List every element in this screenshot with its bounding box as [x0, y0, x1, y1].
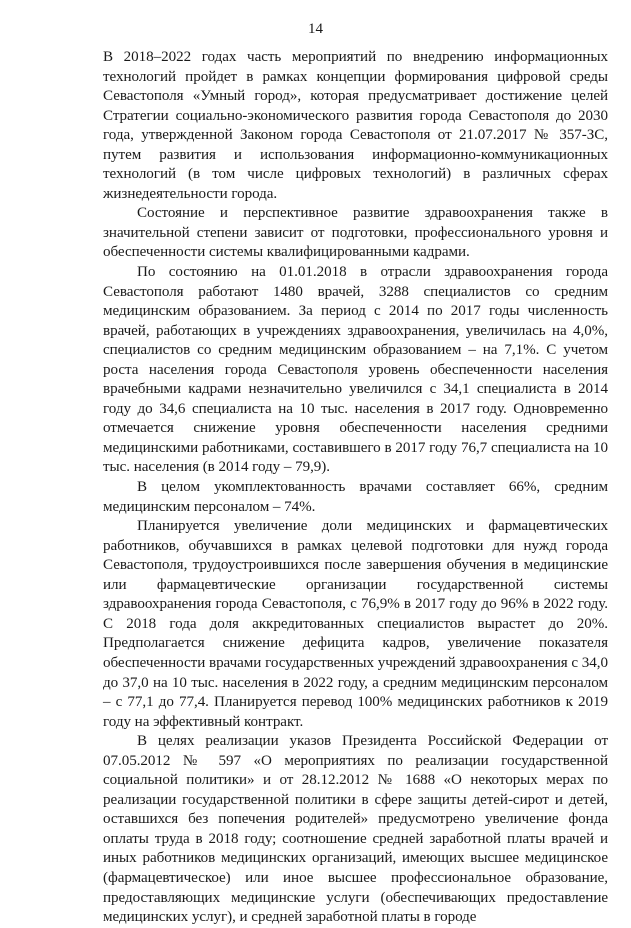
paragraph-digital-city: В 2018–2022 годах часть мероприятий по внедрению информационных технологий пройдет в рамках концепции формирования цифровой среды Севастополя «Умный город», которая предусматривает достижение целей Стратегии социально-экономического развития города Севастополя до 2030 года, утвержденной Законом города Севастополя от 21.07.2017 № 357-ЗС, путем развития и использования информационно-коммуникационных технологий (в том числе цифровых технологий) в различных сферах жизнедеятельности города.: [103, 49, 608, 202]
paragraph-presidential-decrees: В целях реализации указов Президента Российской Федерации от 07.05.2012 № 597 «О мероприятиях по реализации государственной социальной политики» и от 28.12.2012 № 1688 «О некоторых мерах по реализации государственной политики в сфере защиты детей-сирот и детей, оставшихся без попечения родителей» предусмотрено увеличение фонда оплаты труда в 2018 году; соотношение средней заработной платы врачей и иных работников медицинских организаций, имеющих высшее медицинское (фармацевтическое) или иное высшее профессиональное образование, предоставляющих медицинские услуги (обеспечивающих предоставление медицинских услуг), и средней заработной платы в городе: [103, 733, 608, 926]
paragraph-planned-measures: Планируется увеличение доли медицинских и фармацевтических работников, обучавшихся в рамках целевой подготовки для нужд города Севастополя, трудоустроившихся после завершения обучения в медицинские или фармацевтические организации государственной системы здравоохранения города Севастополя, с 76,9% в 2017 году до 96% в 2022 году. С 2018 года доля аккредитованных специалистов вырастет до 20%. Предполагается снижение дефицита кадров, увеличение показателя обеспеченности врачами государственных учреждений здравоохранения с 34,0 до 37,0 на 10 тыс. населения в 2022 году, а средним медицинским персоналом – с 77,1 до 77,4. Планируется перевод 100% медицинских работников к 2019 году на эффективный контракт.: [103, 518, 608, 730]
paragraph-healthcare-staffing: Состояние и перспективное развитие здравоохранения также в значительной степени зависит от подготовки, профессионального уровня и обеспеченности системы квалифицированными кадрами.: [103, 205, 608, 261]
paragraph-staff-statistics: По состоянию на 01.01.2018 в отрасли здравоохранения города Севастополя работают 1480 врачей, 3288 специалистов со средним медицинским образованием. За период с 2014 по 2017 годы численность врачей, работающих в учреждениях здравоохранения, увеличилась на 4,0%, специалистов со средним медицинским образованием – на 7,1%. С учетом роста населения города Севастополя уровень обеспеченности населения врачебными кадрами незначительно увеличился с 34,1 специалиста в 2014 году до 34,6 специалиста на 10 тыс. населения в 2017 году. Одновременно отмечается снижение уровня обеспеченности населения средними медицинскими работниками, составившего в 2017 году 76,7 специалиста на 10 тыс. населения (в 2014 году – 79,9).: [103, 264, 608, 476]
document-body: [103, 48, 608, 928]
page-number: 14: [308, 21, 323, 37]
paragraph-staffing-levels: В целом укомплектованность врачами составляет 66%, средним медицинским персоналом – 74%.: [103, 479, 608, 515]
